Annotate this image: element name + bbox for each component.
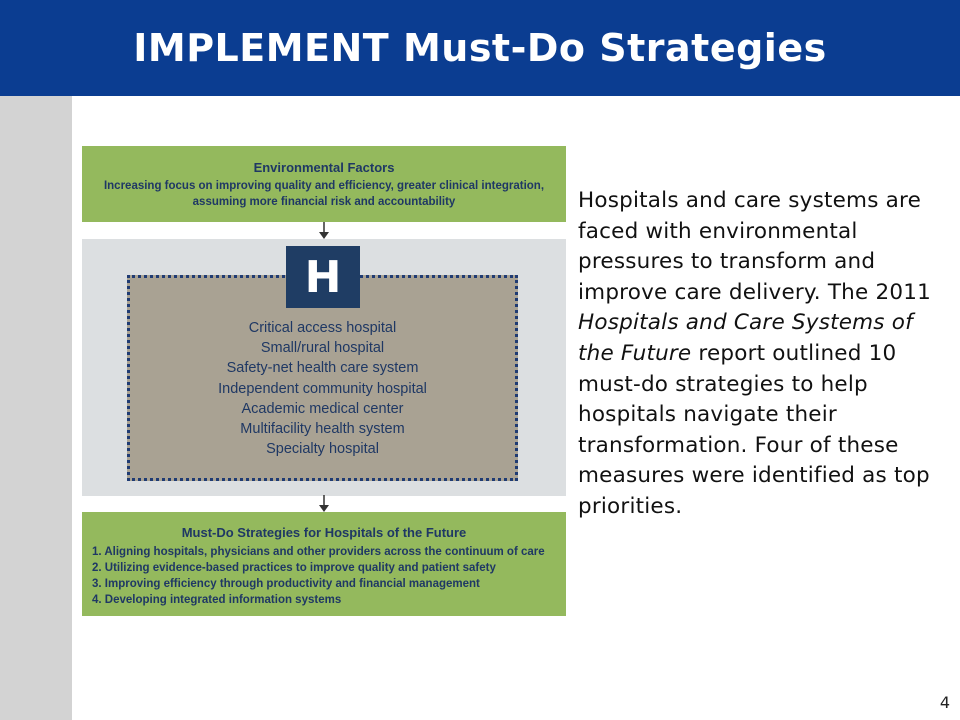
must-do-strategies-title: Must-Do Strategies for Hospitals of the Future (181, 525, 467, 540)
strategy-item: 4. Developing integrated information systems (92, 594, 342, 606)
strategy-item: 3. Improving efficiency through productivity and financial management (92, 578, 480, 590)
body-text-part-2: report outlined 10 must-do strategies to help hospitals navigate their transformation. Four of these measures were identified as top priorities. (578, 340, 930, 519)
body-text-part-1: Hospitals and care systems are faced with environmental pressures to transform and improve care delivery. The 2011 (578, 188, 931, 305)
hospital-type: Small/rural hospital (260, 340, 385, 357)
slide-header (0, 0, 960, 96)
strategy-item: 2. Utilizing evidence-based practices to improve quality and patient safety (92, 562, 496, 574)
strategies-list (82, 544, 566, 608)
must-do-strategies-box (82, 512, 566, 616)
body-paragraph (578, 186, 950, 523)
hospital-h-icon: H (286, 246, 360, 308)
report-title: Hospitals and Care Systems of the Future (578, 310, 913, 366)
environmental-factors-title: Environmental Factors (253, 160, 395, 175)
slide-title: IMPLEMENT Must-Do Strategies (133, 26, 827, 70)
left-accent-bar (0, 96, 72, 720)
hospital-type: Multifacility health system (240, 421, 405, 438)
hospital-type: Critical access hospital (248, 320, 397, 336)
environmental-factors-line-1: Increasing focus on improving quality and efficiency, greater clinical integration, (103, 180, 545, 192)
strategy-item: 1. Aligning hospitals, physicians and other providers across the continuum of care (92, 546, 545, 558)
down-arrow-icon (317, 495, 331, 513)
hospital-type: Academic medical center (241, 400, 404, 417)
hospital-type: Specialty hospital (266, 441, 379, 458)
down-arrow-icon (317, 222, 331, 240)
environmental-factors-box (82, 146, 566, 222)
hospital-type: Safety-net health care system (226, 360, 419, 377)
hospital-type: Independent community hospital (218, 380, 427, 397)
hospital-types-list (127, 318, 518, 459)
environmental-factors-line-2: assuming more financial risk and accountability (192, 196, 456, 208)
page-number: 4 (939, 693, 950, 712)
